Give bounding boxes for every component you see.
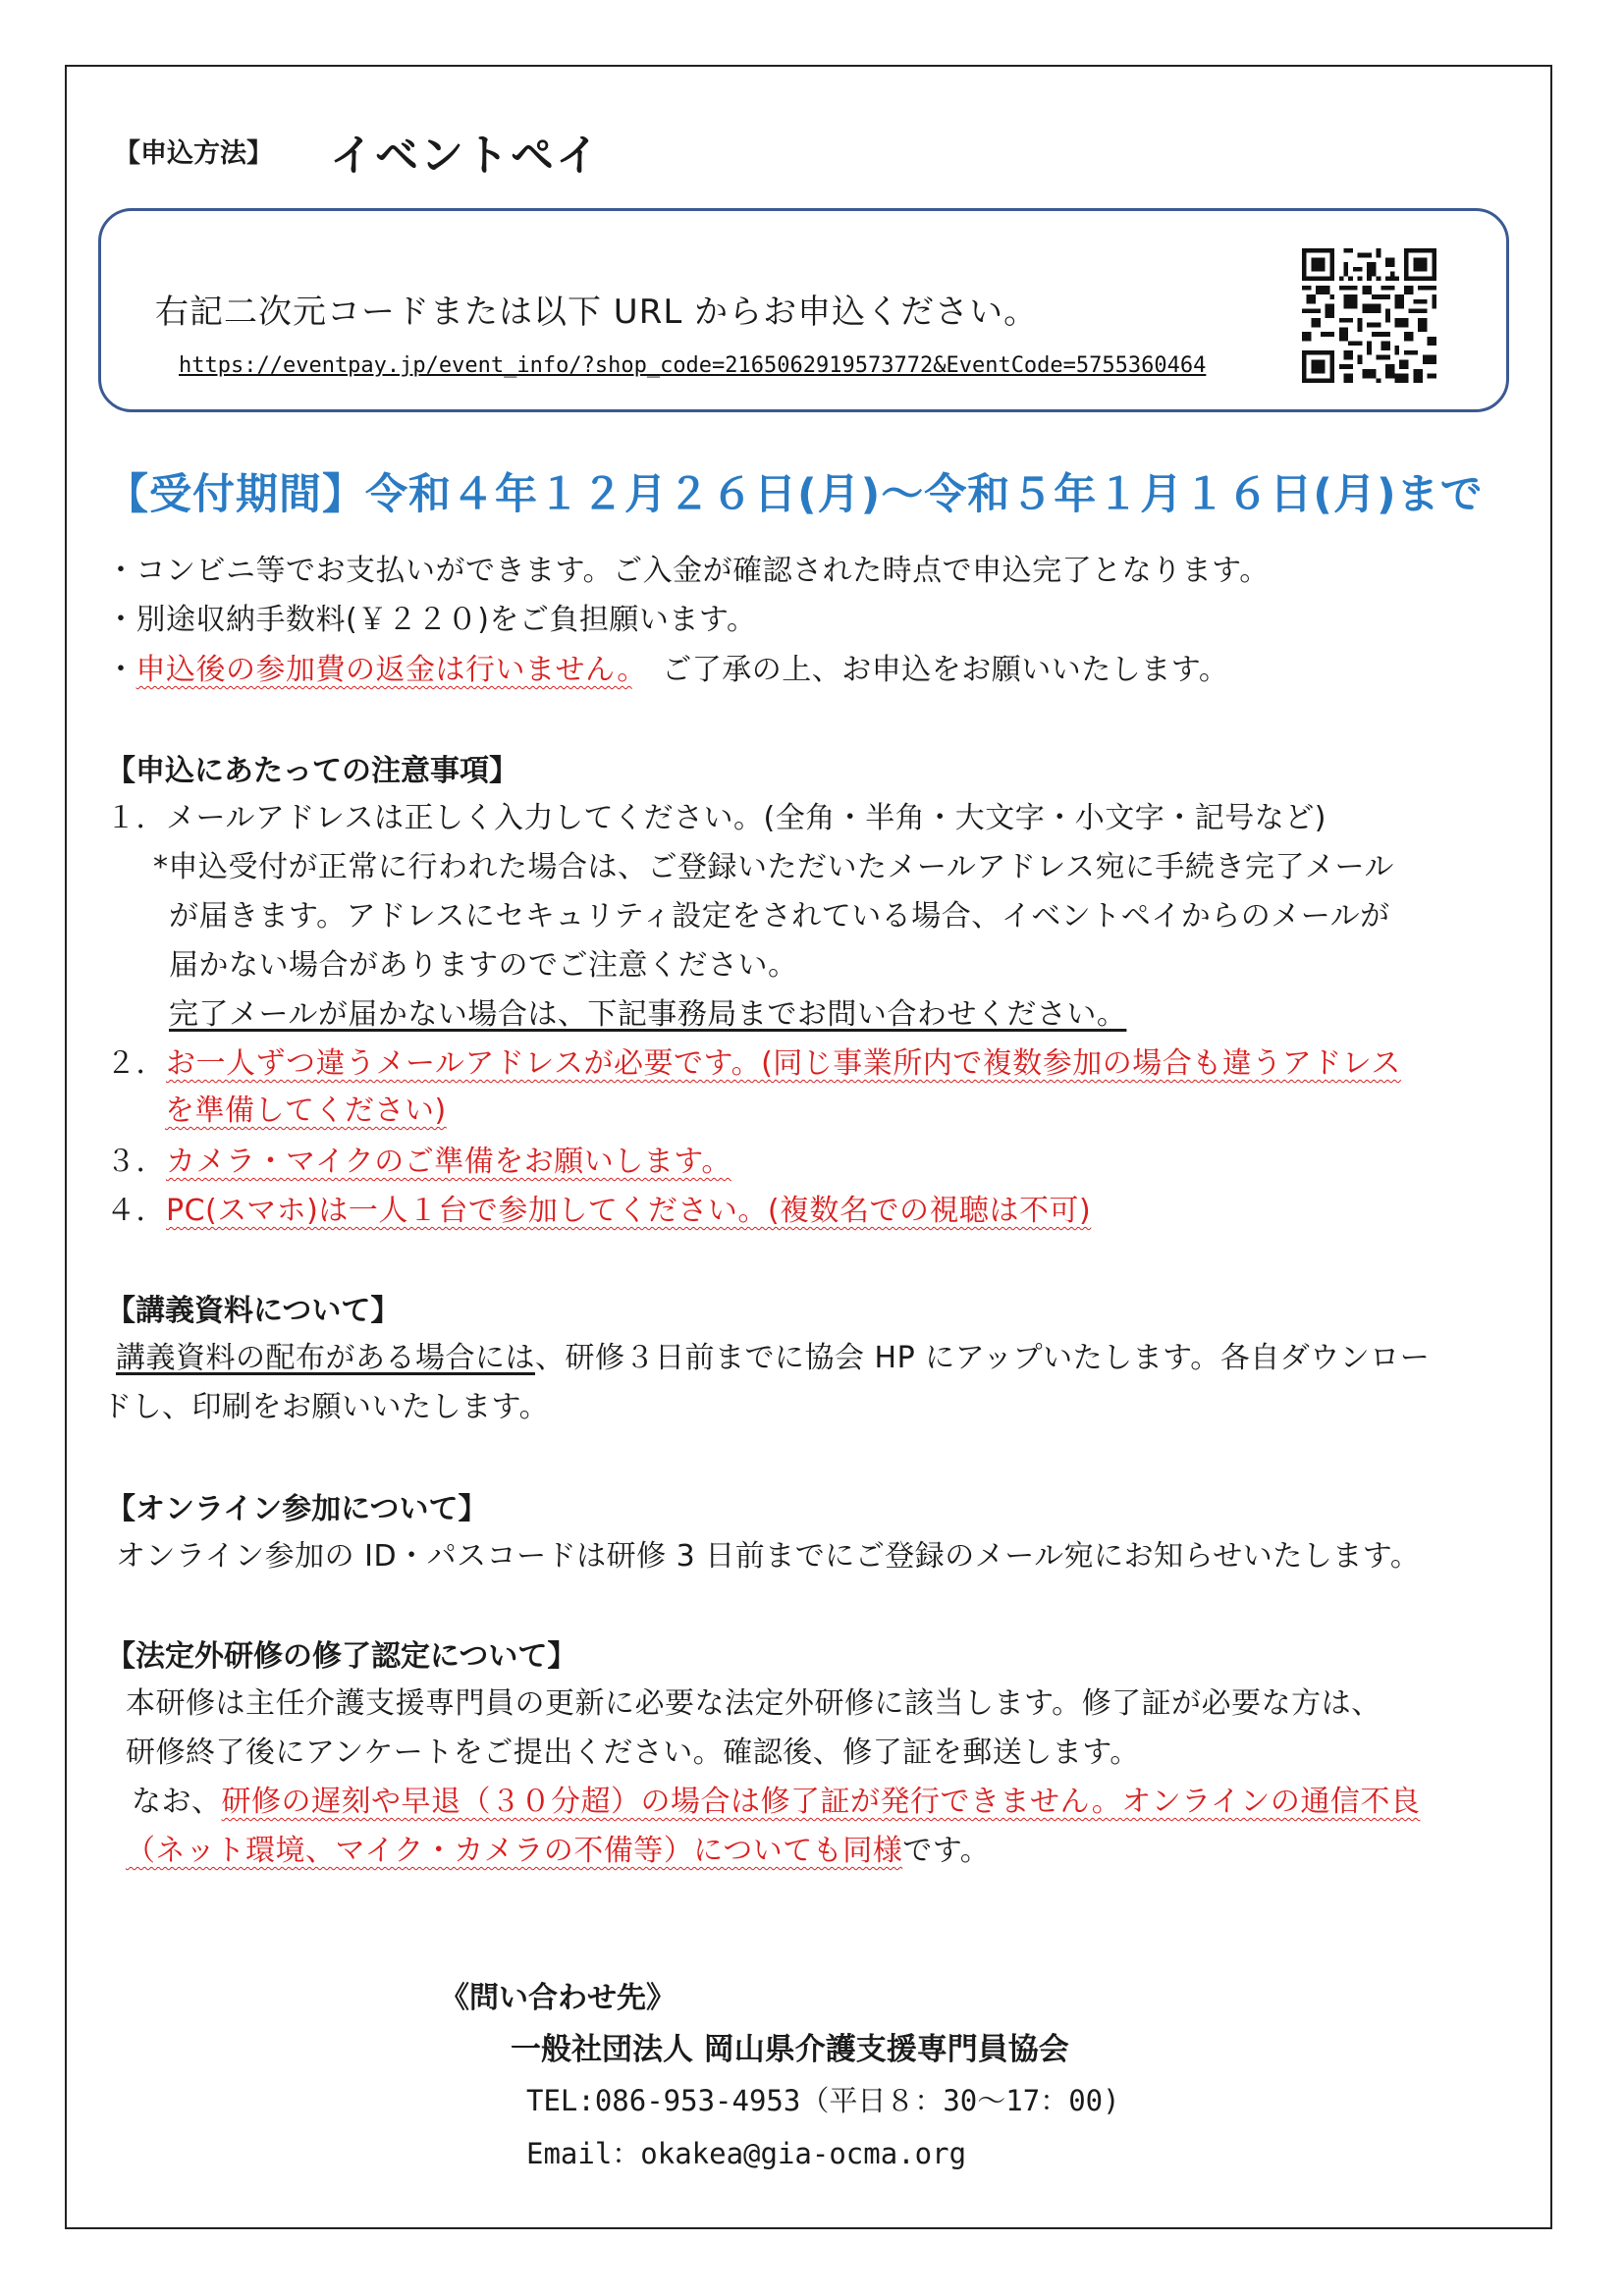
- note-item-2-text-cont: を準備してください): [165, 1094, 447, 1128]
- note-item-4: [106, 1186, 1091, 1229]
- certification-line-4: [126, 1826, 990, 1869]
- online-line-1: オンライン参加の ID・パスコードは研修 3 日前までにご登録のメール宛にお知らせいたします。: [116, 1539, 1421, 1574]
- note-item-3-text: カメラ・マイクのご準備をお願いします。: [166, 1145, 731, 1179]
- method-label: 【申込方法】: [114, 138, 273, 169]
- certification-line-2: 研修終了後にアンケートをご提出ください。確認後、修了証を郵送します。: [126, 1735, 1140, 1770]
- materials-line-1-underlined: 講義資料の配布がある場合には: [116, 1341, 535, 1375]
- note-item-1: １．メールアドレスは正しく入力してください。(全角・半角・大文字・小文字・記号など): [106, 801, 1326, 835]
- notes-heading: 【申込にあたっての注意事項】: [106, 754, 518, 788]
- contact-organization: 一般社団法人 岡山県介護支援専門員協会: [511, 2032, 1069, 2067]
- certification-warning: 研修の遅刻や早退（３０分超）の場合は修了証が発行できません。オンラインの通信不良: [221, 1785, 1421, 1819]
- note-item-4-number: ４．: [106, 1194, 166, 1228]
- payment-line-3: [106, 645, 1228, 688]
- note-item-4-text: PC(スマホ)は一人１台で参加してください。(複数名での視聴は不可): [166, 1194, 1092, 1228]
- note-item-1-sub-2: が届きます。アドレスにセキュリティ設定をされている場合、イベントペイからのメールが: [169, 899, 1390, 934]
- contact-tel[interactable]: TEL:086-953-4953（平日８：30〜17：00): [526, 2084, 1120, 2117]
- certification-line-4-rest: です。: [902, 1834, 991, 1868]
- note-item-2: [106, 1039, 1401, 1082]
- payment-line-3-bullet: ・: [106, 653, 136, 687]
- payment-line-3-rest: ご了承の上、お申込をお願いいたします。: [631, 653, 1229, 687]
- note-item-3: [106, 1137, 731, 1180]
- payment-line-1: ・コンビニ等でお支払いができます。ご入金が確認された時点で申込完了となります。: [106, 554, 1270, 588]
- materials-line-1-rest: 、研修３日前までに協会 HP にアップいたします。各自ダウンロー: [535, 1341, 1431, 1375]
- certification-line-1: 本研修は主任介護支援専門員の更新に必要な法定外研修に該当します。修了証が必要な方は、: [126, 1686, 1381, 1721]
- note-item-3-number: ３．: [106, 1145, 166, 1179]
- url-instruction: 右記二次元コードまたは以下 URL からお申込ください。: [155, 293, 1039, 332]
- certification-line-3: [132, 1777, 1420, 1820]
- contact-email[interactable]: Email：okakea@gia-ocma.org: [526, 2137, 967, 2170]
- refund-warning: 申込後の参加費の返金は行いません。: [135, 653, 632, 687]
- method-value: イベントペイ: [330, 131, 601, 181]
- note-item-2-text: お一人ずつ違うメールアドレスが必要です。(同じ事業所内で複数参加の場合も違うアドレス: [166, 1046, 1401, 1081]
- note-item-2-number: ２．: [106, 1046, 166, 1081]
- note-item-1-sub-4: 完了メールが届かない場合は、下記事務局までお問い合わせください。: [169, 997, 1127, 1032]
- contact-heading: 《問い合わせ先》: [440, 1981, 676, 2015]
- certification-warning-cont: （ネット環境、マイク・カメラの不備等）についても同様: [126, 1834, 903, 1868]
- certification-line-3-pre: なお、: [132, 1785, 222, 1819]
- materials-line-1: [116, 1333, 1430, 1376]
- online-heading: 【オンライン参加について】: [106, 1492, 488, 1526]
- note-item-1-sub-1: *申込受付が正常に行われた場合は、ご登録いただいたメールアドレス宛に手続き完了メール: [153, 850, 1394, 884]
- materials-line-2: ドし、印刷をお願いいたします。: [102, 1390, 550, 1424]
- qr-code-icon[interactable]: [1302, 248, 1436, 383]
- registration-link[interactable]: https://eventpay.jp/event_info/?shop_code=2165062919573772&EventCode=5755360464: [179, 353, 1207, 378]
- certification-heading: 【法定外研修の修了認定について】: [106, 1639, 577, 1674]
- materials-heading: 【講義資料について】: [106, 1294, 401, 1328]
- reception-period: 【受付期間】令和４年１２月２６日(月)〜令和５年１月１６日(月)まで: [106, 470, 1484, 519]
- note-item-1-sub-3: 届かない場合がありますのでご注意ください。: [169, 948, 798, 983]
- payment-line-2: ・別途収納手数料(￥２２０)をご負担願います。: [106, 603, 757, 637]
